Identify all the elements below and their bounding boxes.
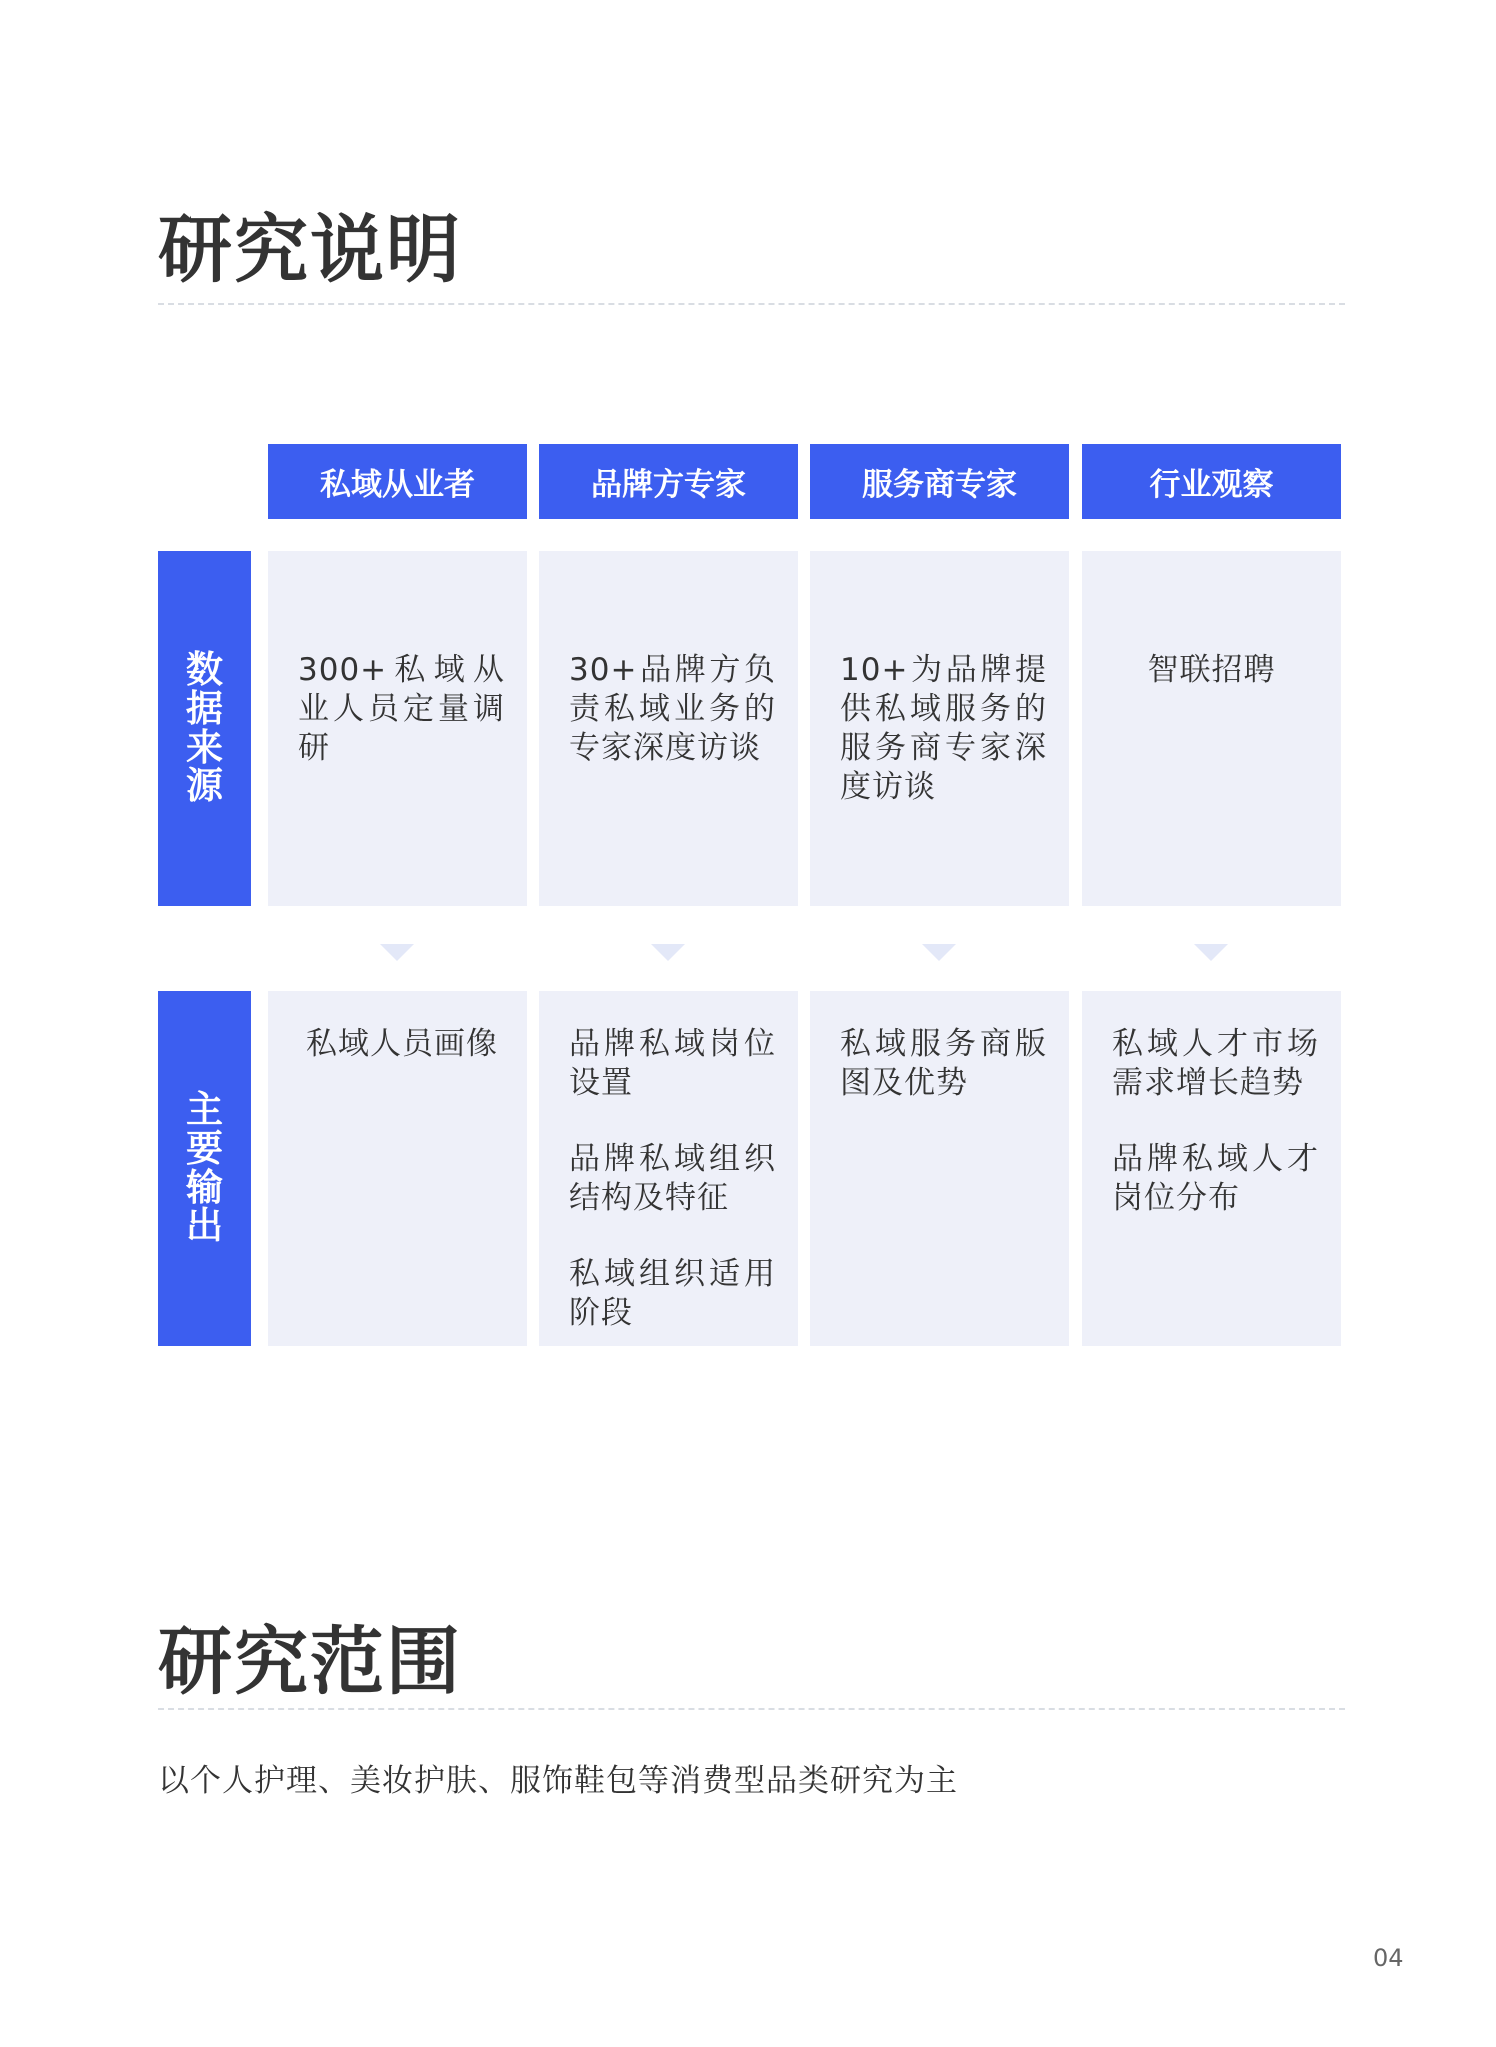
- cell-line: 30+品牌方负责私域业务的专家深度访谈: [569, 652, 776, 766]
- column-header-brand-experts: 品牌方专家: [539, 444, 798, 519]
- cell-line: 品牌私域岗位设置: [569, 1026, 776, 1101]
- column-header-service-experts: 服务商专家: [810, 444, 1069, 519]
- scope-description: 以个人护理、美妆护肤、服饰鞋包等消费型品类研究为主: [158, 1763, 958, 1799]
- table-cell: [810, 551, 1069, 906]
- cell-text: [569, 1025, 776, 1333]
- cell-text: [569, 651, 776, 768]
- row-header-label: 数据来源: [186, 647, 223, 808]
- column-header-private-practitioners: 私域从业者: [268, 444, 527, 519]
- cell-line: 品牌私域组织结构及特征: [569, 1141, 776, 1216]
- cell-line: 私域服务商版图及优势: [840, 1026, 1047, 1101]
- cell-line: 私域人才市场需求增长趋势: [1112, 1026, 1319, 1101]
- table-cell: [539, 991, 798, 1346]
- page-number: 04: [1373, 1944, 1404, 1972]
- cell-text: [306, 1025, 505, 1064]
- title-divider: [158, 303, 1345, 305]
- cell-line: 300+私域从业人员定量调研: [298, 652, 505, 766]
- row-header-label: 主要输出: [186, 1087, 223, 1248]
- cell-line: 品牌私域人才岗位分布: [1112, 1141, 1319, 1216]
- cell-line: 私域人员画像: [306, 1026, 498, 1062]
- table-cell: [268, 551, 527, 906]
- cell-text: [840, 651, 1047, 807]
- row-header-data-source: [158, 551, 251, 906]
- cell-text: [1082, 651, 1341, 690]
- table-cell: [1082, 551, 1341, 906]
- table-cell: [539, 551, 798, 906]
- row-header-main-output: [158, 991, 251, 1346]
- chevron-down-icon: [651, 944, 685, 961]
- chevron-down-icon: [1194, 944, 1228, 961]
- cell-line: 智联招聘: [1147, 652, 1276, 688]
- chevron-down-icon: [922, 944, 956, 961]
- column-header-industry-observation: 行业观察: [1082, 444, 1341, 519]
- table-cell: [1082, 991, 1341, 1346]
- table-cell: [810, 991, 1069, 1346]
- cell-line: 私域组织适用阶段: [569, 1256, 776, 1331]
- section-title-research-scope: 研究范围: [158, 1619, 462, 1705]
- chevron-down-icon: [380, 944, 414, 961]
- cell-line: 10+为品牌提供私域服务的服务商专家深度访谈: [840, 652, 1047, 805]
- table-cell: [268, 991, 527, 1346]
- cell-text: [840, 1025, 1047, 1103]
- title-divider: [158, 1708, 1345, 1710]
- section-title-research-notes: 研究说明: [158, 207, 462, 293]
- cell-text: [298, 651, 505, 768]
- cell-text: [1112, 1025, 1319, 1218]
